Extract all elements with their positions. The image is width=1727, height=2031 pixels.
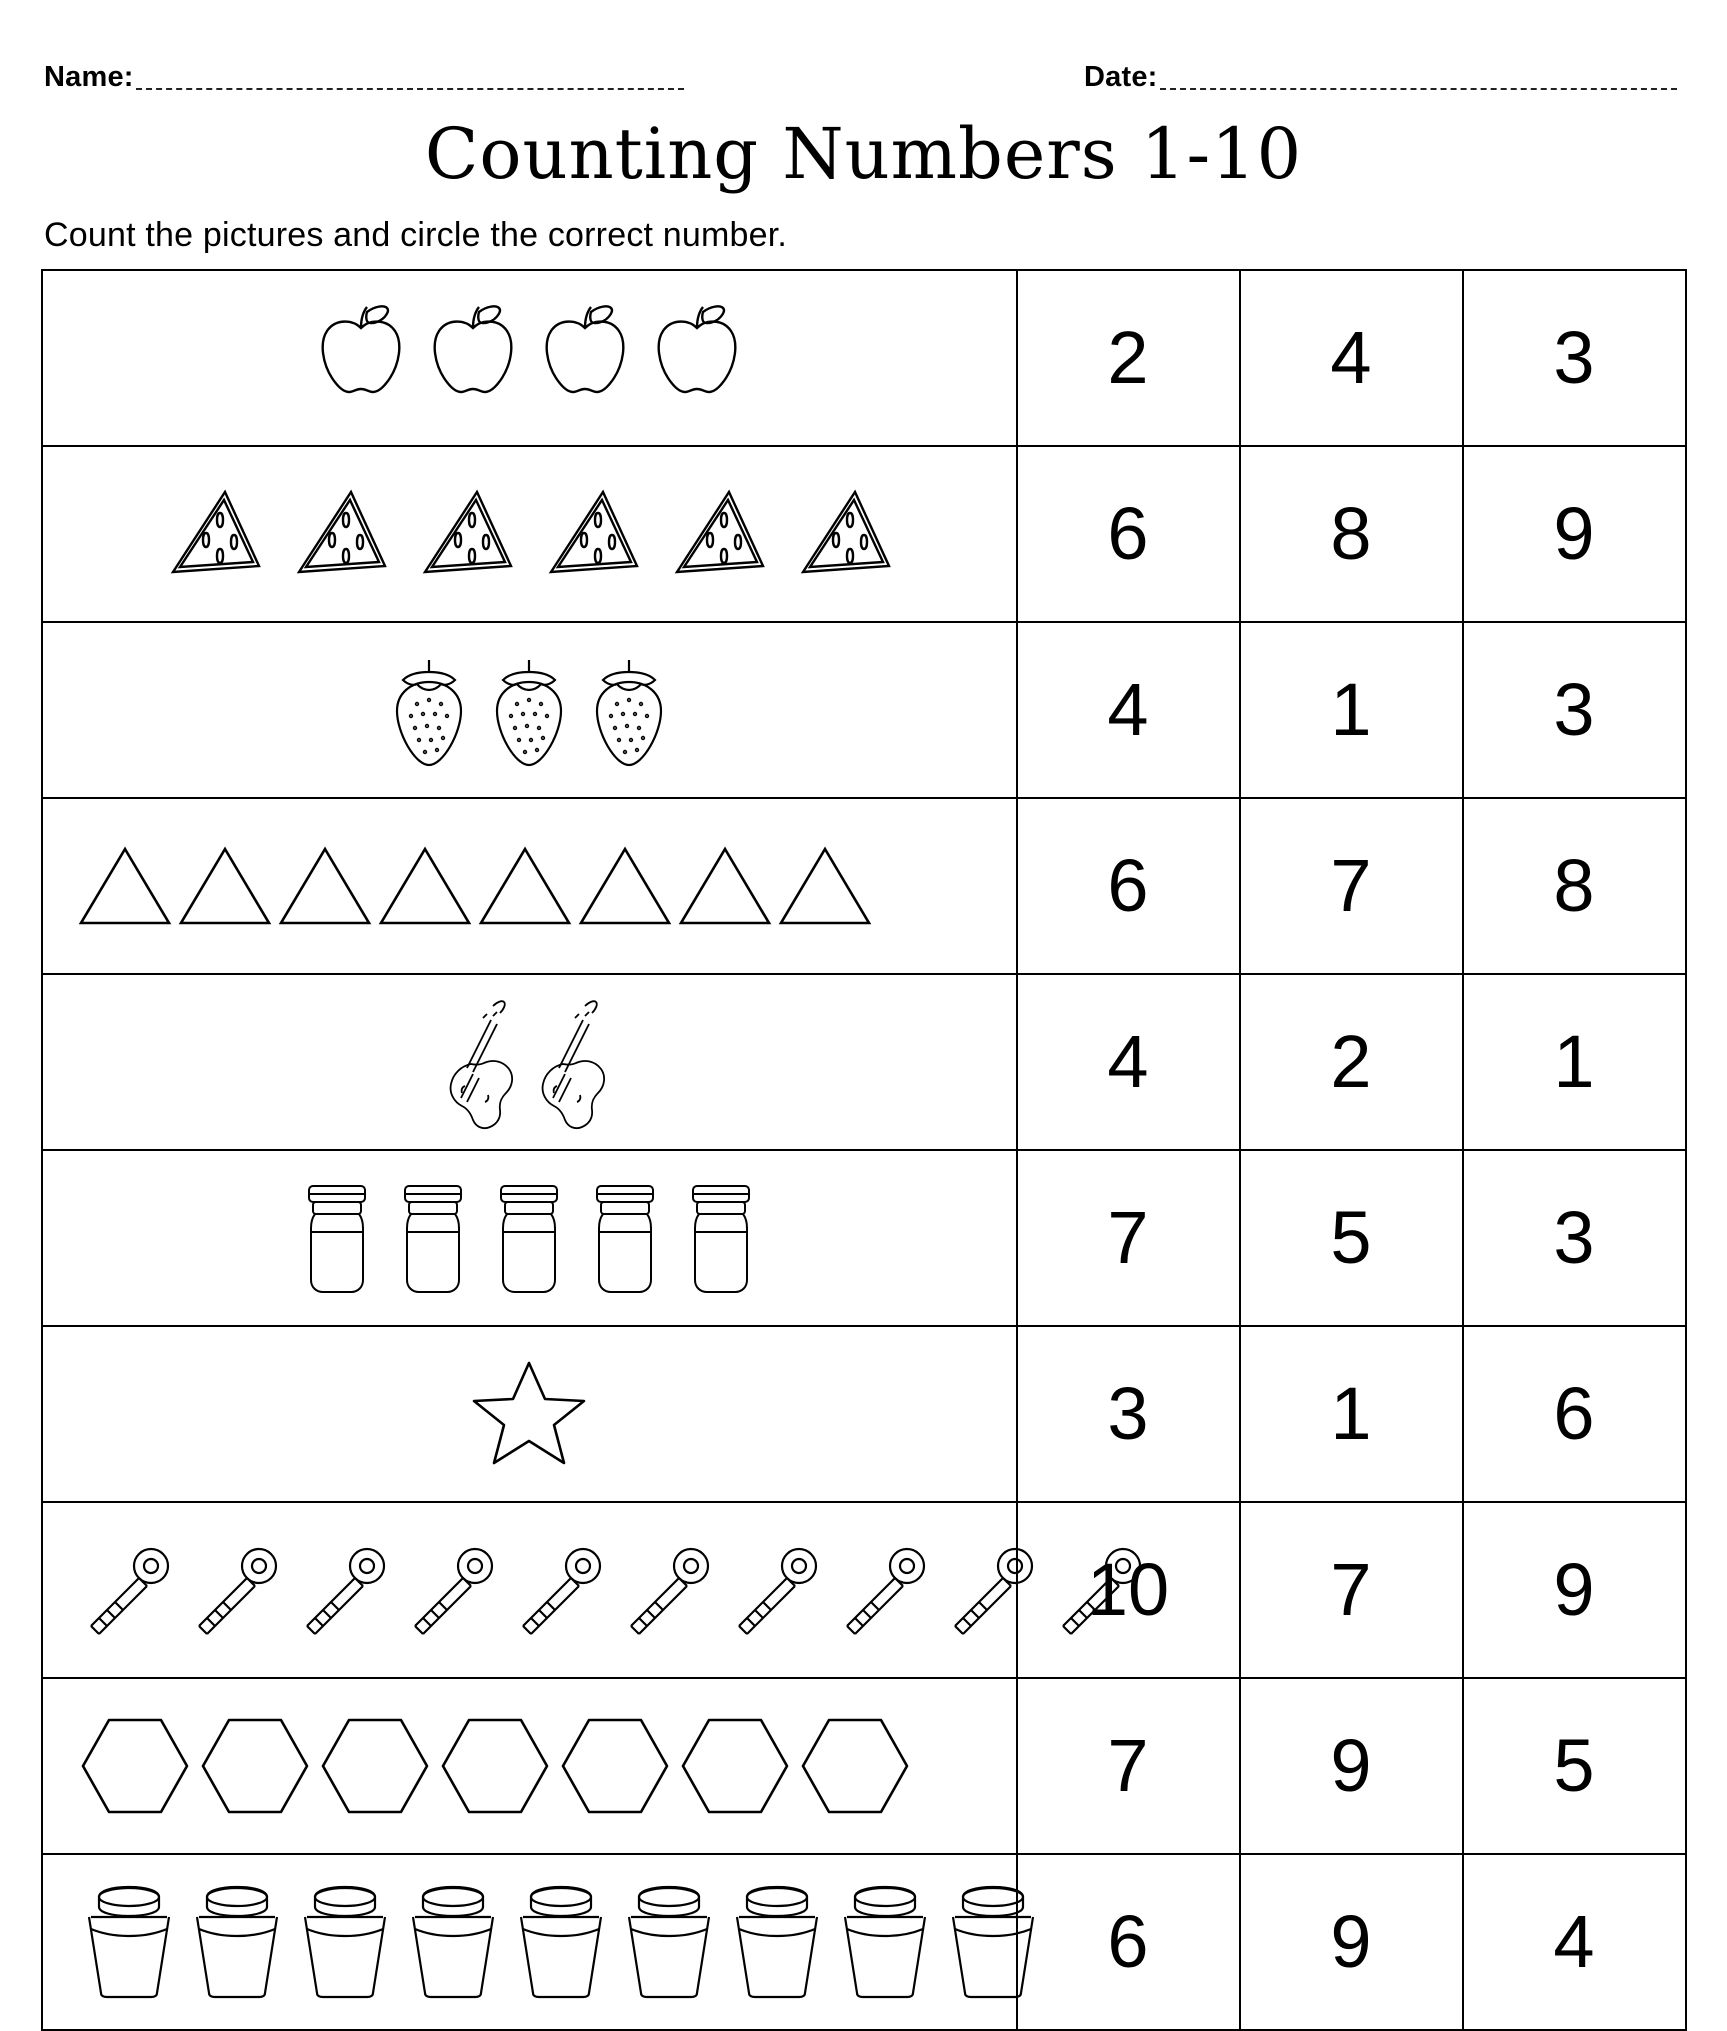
hexagon-icon — [677, 1714, 793, 1818]
jar-icon — [581, 1176, 669, 1300]
counting-table — [41, 269, 1687, 2031]
key-icon — [617, 1542, 721, 1638]
violin-icon — [533, 994, 617, 1130]
key-icon — [185, 1542, 289, 1638]
answer-option[interactable]: 3 — [1463, 1150, 1686, 1326]
answer-option[interactable]: 5 — [1463, 1678, 1686, 1854]
watermelon-icon — [281, 480, 399, 588]
watermelon-icon — [155, 480, 273, 588]
answer-option[interactable]: 3 — [1463, 622, 1686, 798]
bucket-icon — [185, 1883, 289, 2001]
answer-option[interactable]: 5 — [1240, 1150, 1463, 1326]
bucket-icon — [401, 1883, 505, 2001]
bucket-icon — [941, 1883, 1045, 2001]
name-label: Name: — [44, 61, 134, 93]
key-icon — [401, 1542, 505, 1638]
key-icon — [941, 1542, 1045, 1638]
key-icon — [293, 1542, 397, 1638]
triangle-icon — [277, 843, 373, 929]
table-row — [42, 1678, 1686, 1854]
answer-option[interactable]: 4 — [1240, 270, 1463, 446]
answer-option[interactable]: 9 — [1463, 446, 1686, 622]
strawberry-icon — [383, 648, 475, 772]
strawberry-icon — [583, 648, 675, 772]
picture-group-star — [42, 1326, 1017, 1502]
table-row — [42, 622, 1686, 798]
table-row — [42, 1150, 1686, 1326]
picture-group-apple — [42, 270, 1017, 446]
apple-icon — [645, 298, 749, 418]
bucket-icon — [509, 1883, 613, 2001]
triangle-icon — [77, 843, 173, 929]
violin-icon — [441, 994, 525, 1130]
table-row — [42, 1326, 1686, 1502]
answer-option[interactable]: 4 — [1017, 622, 1240, 798]
date-field-group[interactable] — [684, 63, 1677, 92]
table-row — [42, 1502, 1686, 1678]
answer-option[interactable]: 6 — [1017, 446, 1240, 622]
picture-group-triangle — [42, 798, 1017, 974]
picture-group-strawberry — [42, 622, 1017, 798]
instructions-text: Count the pictures and circle the correct number. — [44, 215, 788, 254]
triangle-icon — [577, 843, 673, 929]
answer-option[interactable]: 7 — [1017, 1150, 1240, 1326]
picture-group-hexagon — [42, 1678, 1017, 1854]
answer-option[interactable]: 9 — [1240, 1854, 1463, 2030]
watermelon-icon — [407, 480, 525, 588]
triangle-icon — [477, 843, 573, 929]
answer-option[interactable]: 8 — [1240, 446, 1463, 622]
apple-icon — [421, 298, 525, 418]
bucket-icon — [725, 1883, 829, 2001]
picture-group-violin — [42, 974, 1017, 1150]
hexagon-icon — [797, 1714, 913, 1818]
bucket-icon — [77, 1883, 181, 2001]
hexagon-icon — [197, 1714, 313, 1818]
triangle-icon — [177, 843, 273, 929]
bucket-icon — [293, 1883, 397, 2001]
jar-icon — [677, 1176, 765, 1300]
key-icon — [509, 1542, 613, 1638]
star-icon — [470, 1357, 588, 1471]
bucket-icon — [617, 1883, 721, 2001]
picture-group-key — [42, 1502, 1017, 1678]
answer-option[interactable]: 3 — [1017, 1326, 1240, 1502]
answer-option[interactable]: 6 — [1017, 798, 1240, 974]
triangle-icon — [777, 843, 873, 929]
key-icon — [77, 1542, 181, 1638]
page-title: Counting Numbers 1-10 — [424, 113, 1303, 195]
hexagon-icon — [317, 1714, 433, 1818]
picture-group-watermelon — [42, 446, 1017, 622]
answer-option[interactable]: 8 — [1463, 798, 1686, 974]
apple-icon — [309, 298, 413, 418]
name-field-group[interactable] — [44, 63, 684, 92]
answer-option[interactable]: 10 — [1017, 1502, 1240, 1678]
hexagon-icon — [557, 1714, 673, 1818]
table-row — [42, 446, 1686, 622]
answer-option[interactable]: 4 — [1463, 1854, 1686, 2030]
table-row — [42, 974, 1686, 1150]
answer-option[interactable]: 1 — [1463, 974, 1686, 1150]
answer-option[interactable]: 7 — [1240, 798, 1463, 974]
watermelon-icon — [533, 480, 651, 588]
jar-icon — [485, 1176, 573, 1300]
triangle-icon — [677, 843, 773, 929]
picture-group-bucket — [42, 1854, 1017, 2030]
answer-option[interactable]: 2 — [1240, 974, 1463, 1150]
answer-option[interactable]: 6 — [1463, 1326, 1686, 1502]
key-icon — [725, 1542, 829, 1638]
key-icon — [833, 1542, 937, 1638]
triangle-icon — [377, 843, 473, 929]
bucket-icon — [833, 1883, 937, 2001]
apple-icon — [533, 298, 637, 418]
table-row — [42, 270, 1686, 446]
hexagon-icon — [77, 1714, 193, 1818]
worksheet-meta — [40, 40, 1687, 92]
jar-icon — [389, 1176, 477, 1300]
answer-option[interactable]: 2 — [1017, 270, 1240, 446]
answer-option[interactable]: 9 — [1240, 1678, 1463, 1854]
answer-option[interactable]: 3 — [1463, 270, 1686, 446]
hexagon-icon — [437, 1714, 553, 1818]
watermelon-icon — [785, 480, 903, 588]
answer-option[interactable]: 6 — [1017, 1854, 1240, 2030]
name-write-line[interactable] — [136, 87, 684, 90]
answer-option[interactable]: 7 — [1017, 1678, 1240, 1854]
jar-icon — [293, 1176, 381, 1300]
answer-option[interactable]: 7 — [1240, 1502, 1463, 1678]
answer-option[interactable]: 1 — [1240, 622, 1463, 798]
table-row — [42, 798, 1686, 974]
date-write-line[interactable] — [1160, 87, 1677, 90]
answer-option[interactable]: 1 — [1240, 1326, 1463, 1502]
answer-option[interactable]: 9 — [1463, 1502, 1686, 1678]
strawberry-icon — [483, 648, 575, 772]
answer-option[interactable]: 4 — [1017, 974, 1240, 1150]
table-row — [42, 1854, 1686, 2030]
picture-group-jar — [42, 1150, 1017, 1326]
watermelon-icon — [659, 480, 777, 588]
date-label: Date: — [1084, 61, 1158, 93]
